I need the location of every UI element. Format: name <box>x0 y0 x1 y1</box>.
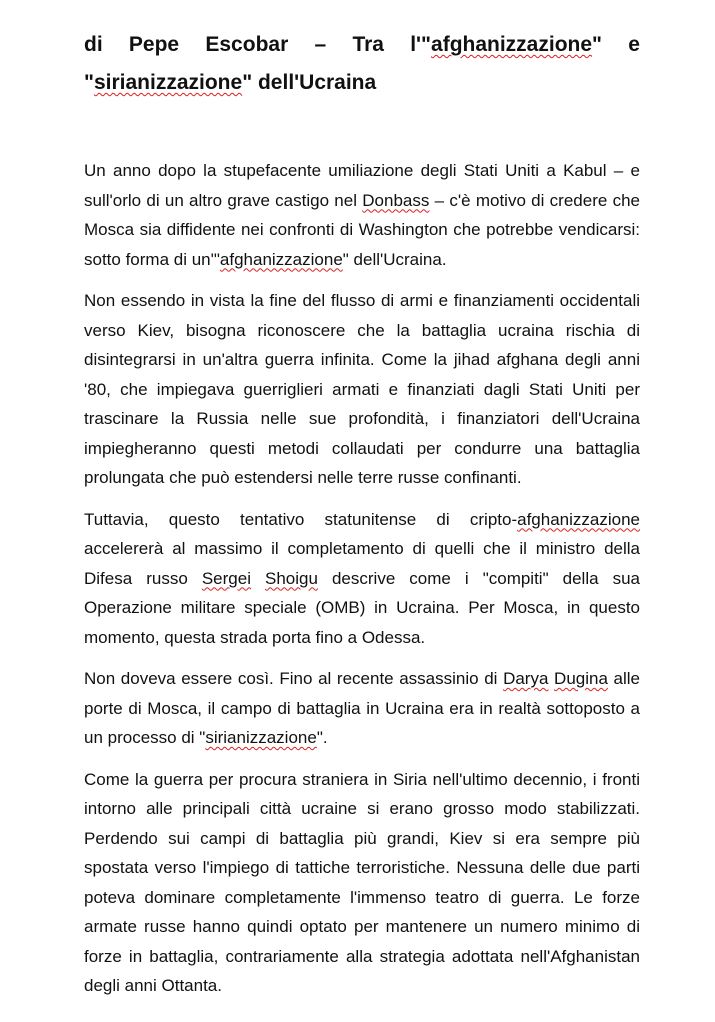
title-quote: " <box>84 71 94 94</box>
spellcheck-word[interactable]: afghanizzazione <box>431 33 593 56</box>
paragraph-5: Come la guerra per procura straniera in Siria nell'ultimo decennio, i fronti intorno alle principali città ucraine si erano grosso modo stabilizzati. Perdendo sui campi di battaglia più grandi, Kiev si era sempre più spostata verso l'impiego di tattiche terroristiche. Nessuna delle due parti poteva dominare completamente l'immenso teatro di guerra. Le forze armate russe hanno quindi optato per mantenere un numero minimo di forze in battaglia, contrariamente alla strategia adottata nell'Afghanistan degli anni Ottanta. <box>84 769 640 995</box>
text-run: " dell'Ucraina. <box>342 249 447 269</box>
spellcheck-word[interactable]: Darya <box>503 669 549 688</box>
text-run: descrive come i "compiti" della sua Operazione militare speciale (OMB) in Ucraina. Per Mosca, in questo momento, questa strada porta fino a Odessa. <box>84 568 641 647</box>
spellcheck-word[interactable]: sirianizzazione <box>93 71 243 94</box>
title-word: Pepe <box>128 33 180 56</box>
title-word: " <box>592 33 603 56</box>
spellcheck-word[interactable]: Donbass <box>362 190 430 210</box>
article-title <box>84 26 640 102</box>
text-run: – c'è motivo di credere che Mosca sia diffidente nei confronti di Washington che potrebbe vendicarsi: sotto forma di un'" <box>84 190 640 269</box>
text-run: Un anno dopo la stupefacente umiliazione degli Stati Uniti a Kabul – e sull'orlo di un altro grave castigo nel <box>84 161 640 210</box>
title-word: Escobar <box>205 33 289 56</box>
spellcheck-word[interactable]: afghanizzazione <box>517 509 640 529</box>
text-run: Tuttavia, questo tentativo statunitense di cripto- <box>84 509 518 529</box>
paragraph-4 <box>84 664 640 753</box>
spellcheck-word[interactable]: sirianizzazione <box>205 728 317 747</box>
text-run: alle porte di Mosca, il campo di battaglia in Ucraina era in realtà sottoposto a un processo di " <box>84 669 640 747</box>
title-line-2 <box>84 71 376 94</box>
text-run: Non doveva essere così. Fino al recente assassinio di <box>84 669 504 688</box>
title-word: Tra <box>352 33 384 56</box>
title-line-1 <box>84 26 640 64</box>
spellcheck-word[interactable]: afghanizzazione <box>219 249 343 269</box>
title-line-2-text: " dell'Ucraina <box>242 71 377 94</box>
title-word: – <box>314 33 327 56</box>
spellcheck-word[interactable]: Dugina <box>554 669 608 688</box>
spellcheck-word[interactable]: Shoigu <box>265 568 318 588</box>
document-page <box>84 26 640 1013</box>
text-run: ". <box>316 728 328 747</box>
title-word: l'" <box>410 33 432 56</box>
title-word-group <box>410 26 602 64</box>
spellcheck-word[interactable]: Sergei <box>201 568 251 588</box>
text-run: accelererà al massimo il completamento di quelli che il ministro della Difesa russo <box>84 539 640 588</box>
paragraph-3 <box>84 505 640 653</box>
title-word: di <box>84 33 103 56</box>
paragraph-2: Non essendo in vista la fine del flusso di armi e finanziamenti occidentali verso Kiev, bisogna riconoscere che la battaglia ucraina rischia di disintegrarsi in un'altra guerra infinita. Come la jihad afghana degli anni '80, che impiegava guerriglieri armati e finanziati dagli Stati Uniti per trascinare la Russia nelle sue profondità, i finanziatori dell'Ucraina impiegheranno questi metodi collaudati per condurre una battaglia prolungata che può estendersi nelle terre russe confinanti. <box>84 291 640 487</box>
text-run <box>251 569 265 588</box>
title-word: e <box>628 33 640 56</box>
paragraph-1 <box>84 156 640 274</box>
